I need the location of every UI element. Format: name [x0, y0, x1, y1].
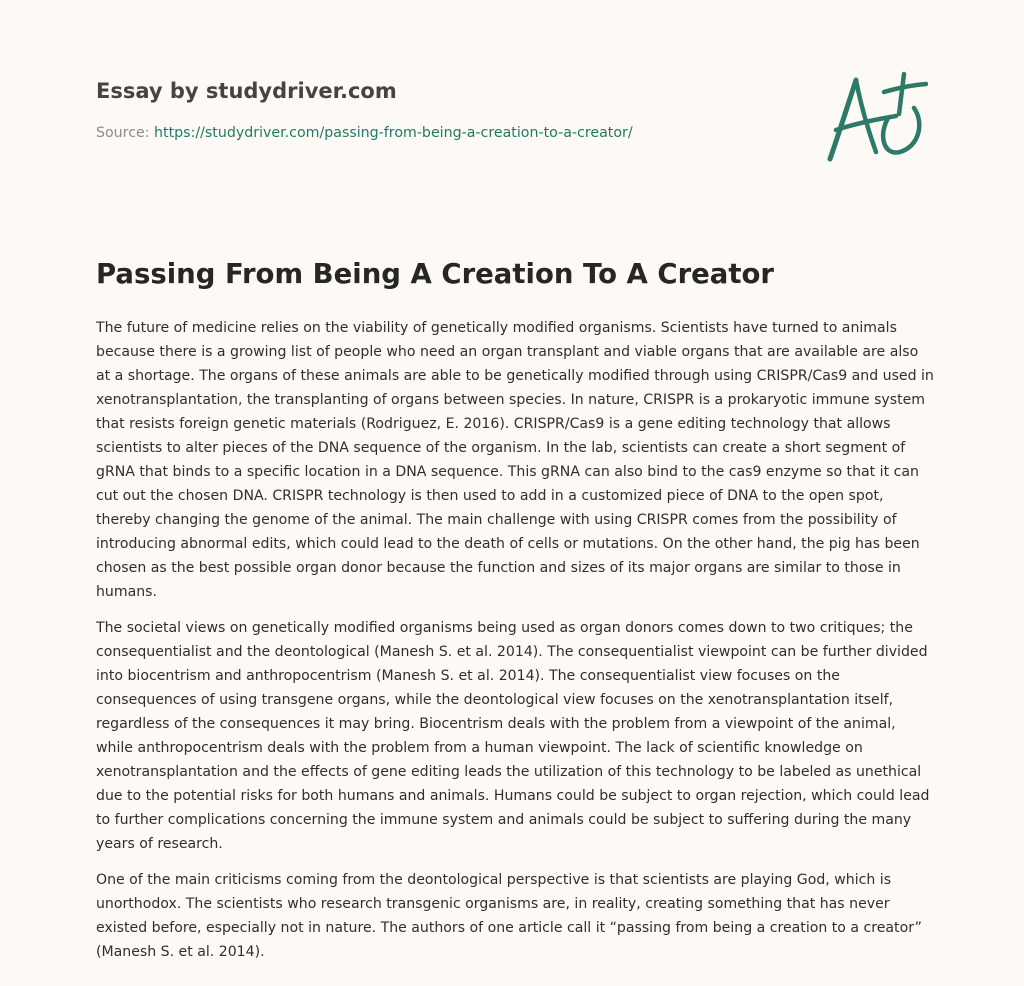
essay-header: [96, 78, 796, 143]
source-link[interactable]: https://studydriver.com/passing-from-being-a-creation-to-a-creator/: [154, 125, 633, 141]
source-line: [96, 123, 796, 143]
source-label: Source:: [96, 125, 155, 141]
essay-title: Passing From Being A Creation To A Creator: [96, 258, 774, 290]
essay-paragraph: One of the main criticisms coming from the deontological perspective is that scientists are playing God, which is unorthodox. The scientists who research transgenic organisms are, in reality, creating something that has never existed before, especially not in nature. The authors of one article call it “passing from being a creation to a creator” (Manesh S. et al. 2014).: [96, 872, 922, 960]
essay-paragraph: The societal views on genetically modified organisms being used as organ donors comes down to two critiques; the consequentialist and the deontological (Manesh S. et al. 2014). The consequentialist viewpoint can be further divided into biocentrism and anthropocentrism (Manesh S. et al. 2014). The consequentialist view focuses on the consequences of using transgene organs, while the deontological view focuses on the xenotransplantation itself, regardless of the consequences it may bring. Biocentrism deals with the problem from a viewpoint of the animal, while anthropocentrism deals with the problem from a human viewpoint. The lack of scientific knowledge on xenotransplantation and the effects of gene editing leads the utilization of this technology to be labeled as unethical due to the potential risks for both humans and animals. Humans could be subject to organ rejection, which could lead to further complications concerning the immune system and animals could be subject to suffering during the many years of research.: [96, 620, 930, 852]
essay-paragraph: The future of medicine relies on the viability of genetically modified organisms. Scientists have turned to animals because there is a growing list of people who need an organ transplant and viable organs that are available are also at a shortage. The organs of these animals are able to be genetically modified through using CRISPR/Cas9 and used in xenotransplantation, the transplanting of organs between species. In nature, CRISPR is a prokaryotic immune system that resists foreign genetic materials (Rodriguez, E. 2016). CRISPR/Cas9 is a gene editing technology that allows scientists to alter pieces of the DNA sequence of the organism. In the lab, scientists can create a short segment of gRNA that binds to a specific location in a DNA sequence. This gRNA can also bind to the cas9 enzyme so that it can cut out the chosen DNA. CRISPR technology is then used to add in a customized piece of DNA to the open spot, thereby changing the genome of the animal. The main challenge with using CRISPR comes from the possibility of introducing abnormal edits, which could lead to the death of cells or mutations. On the other hand, the pig has been chosen as the best possible organ donor because the function and sizes of its major organs are similar to those in humans.: [96, 320, 934, 600]
a-plus-grade-icon: [816, 66, 928, 166]
essay-body: [96, 316, 936, 976]
brand-title: Essay by studydriver.com: [96, 79, 397, 103]
